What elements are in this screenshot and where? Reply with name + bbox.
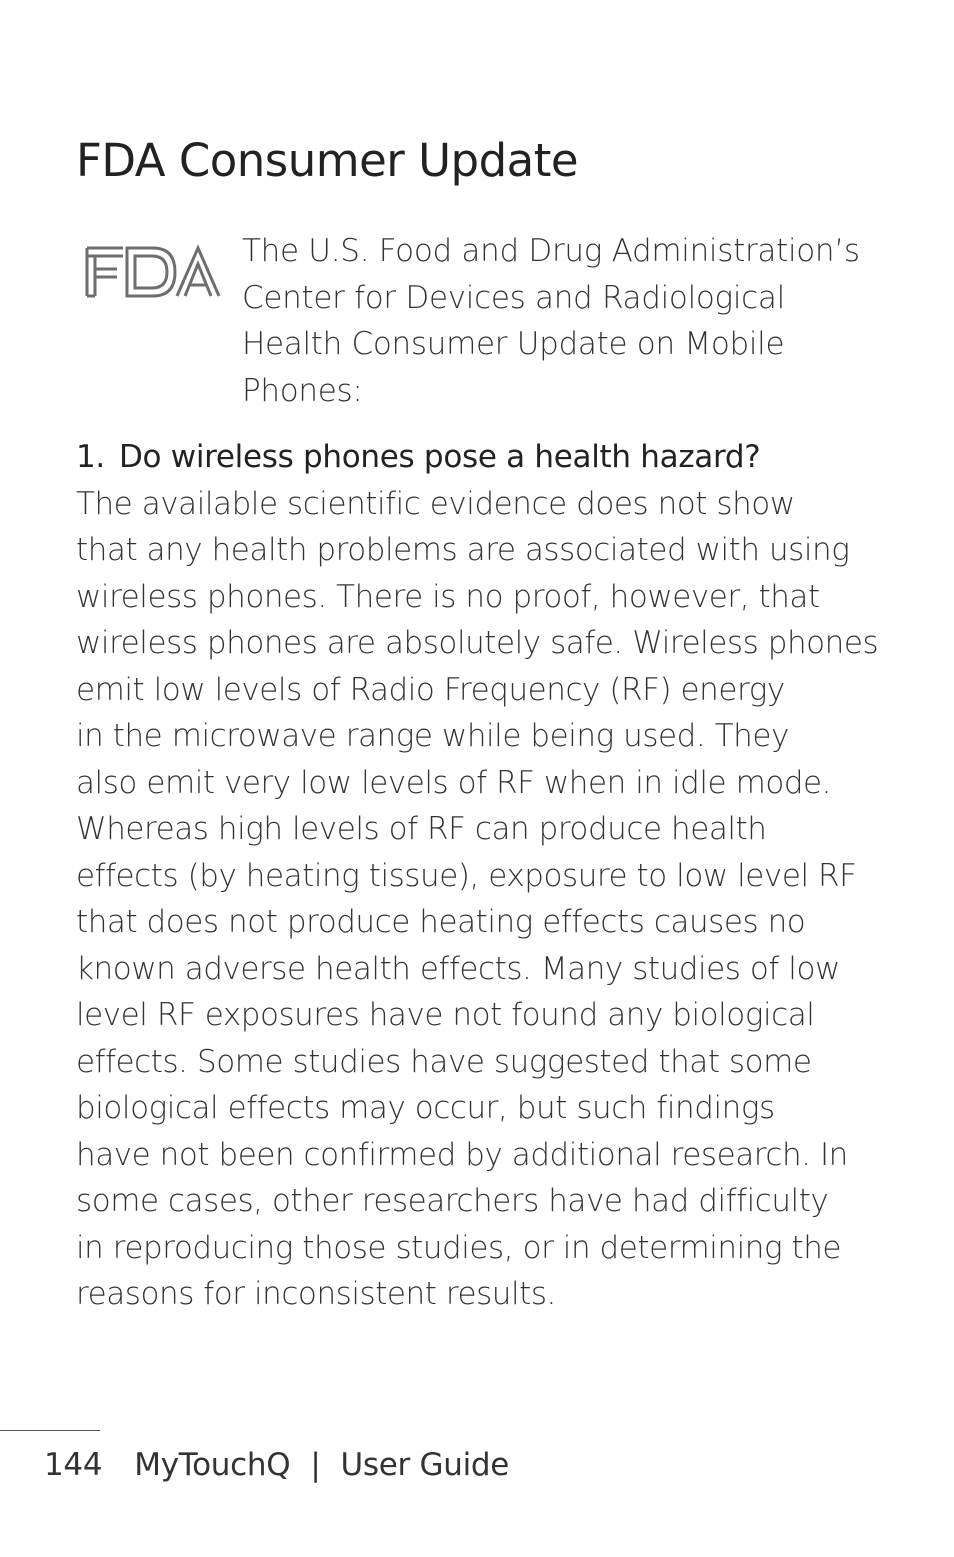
intro-line: The U.S. Food and Drug Administration’s <box>242 233 860 269</box>
question-number: 1. <box>76 439 105 475</box>
answer-line: that any health problems are associated with using <box>76 532 850 568</box>
footer-guide: User Guide <box>340 1447 510 1483</box>
answer-line: biological effects may occur, but such findings <box>76 1090 775 1126</box>
answer-line: wireless phones are absolutely safe. Wireless phones <box>76 625 879 661</box>
footer-separator: | <box>310 1447 321 1483</box>
answer-line: in the microwave range while being used. They <box>76 718 789 754</box>
answer-line: Whereas high levels of RF can produce health <box>76 811 767 847</box>
answer-line: known adverse health effects. Many studies of low <box>76 950 840 987</box>
answer-paragraph <box>76 481 879 1318</box>
fda-logo <box>83 238 223 303</box>
footer-rule <box>0 1430 100 1431</box>
intro-line: Center for Devices and Radiological <box>242 279 785 316</box>
intro-line: Phones: <box>242 372 363 409</box>
answer-line: also emit very low levels of RF when in idle mode. <box>76 764 832 801</box>
answer-line: effects (by heating tissue), exposure to low level RF <box>76 857 857 894</box>
answer-line: effects. Some studies have suggested that some <box>76 1043 812 1080</box>
answer-line: level RF exposures have not found any biological <box>76 997 815 1033</box>
answer-line: wireless phones. There is no proof, however, that <box>76 578 820 615</box>
page-number: 144 <box>44 1447 103 1483</box>
answer-line: have not been confirmed by additional research. In <box>76 1136 848 1173</box>
answer-line: that does not produce heating effects causes no <box>76 904 806 940</box>
question-text: Do wireless phones pose a health hazard? <box>118 439 761 475</box>
page-title: FDA Consumer Update <box>76 134 579 187</box>
answer-line: some cases, other researchers have had difficulty <box>76 1183 829 1219</box>
answer-line: The available scientific evidence does not show <box>76 485 795 522</box>
answer-line: emit low levels of Radio Frequency (RF) energy <box>76 671 785 708</box>
footer <box>44 1443 509 1487</box>
question-heading <box>76 434 876 481</box>
section-1 <box>76 434 879 1318</box>
footer-product: MyTouchQ <box>134 1447 291 1483</box>
answer-line: in reproducing those studies, or in determining the <box>76 1229 842 1266</box>
intro-line: Health Consumer Update on Mobile <box>242 326 785 362</box>
intro-paragraph <box>242 228 882 414</box>
answer-line: reasons for inconsistent results. <box>76 1276 556 1312</box>
